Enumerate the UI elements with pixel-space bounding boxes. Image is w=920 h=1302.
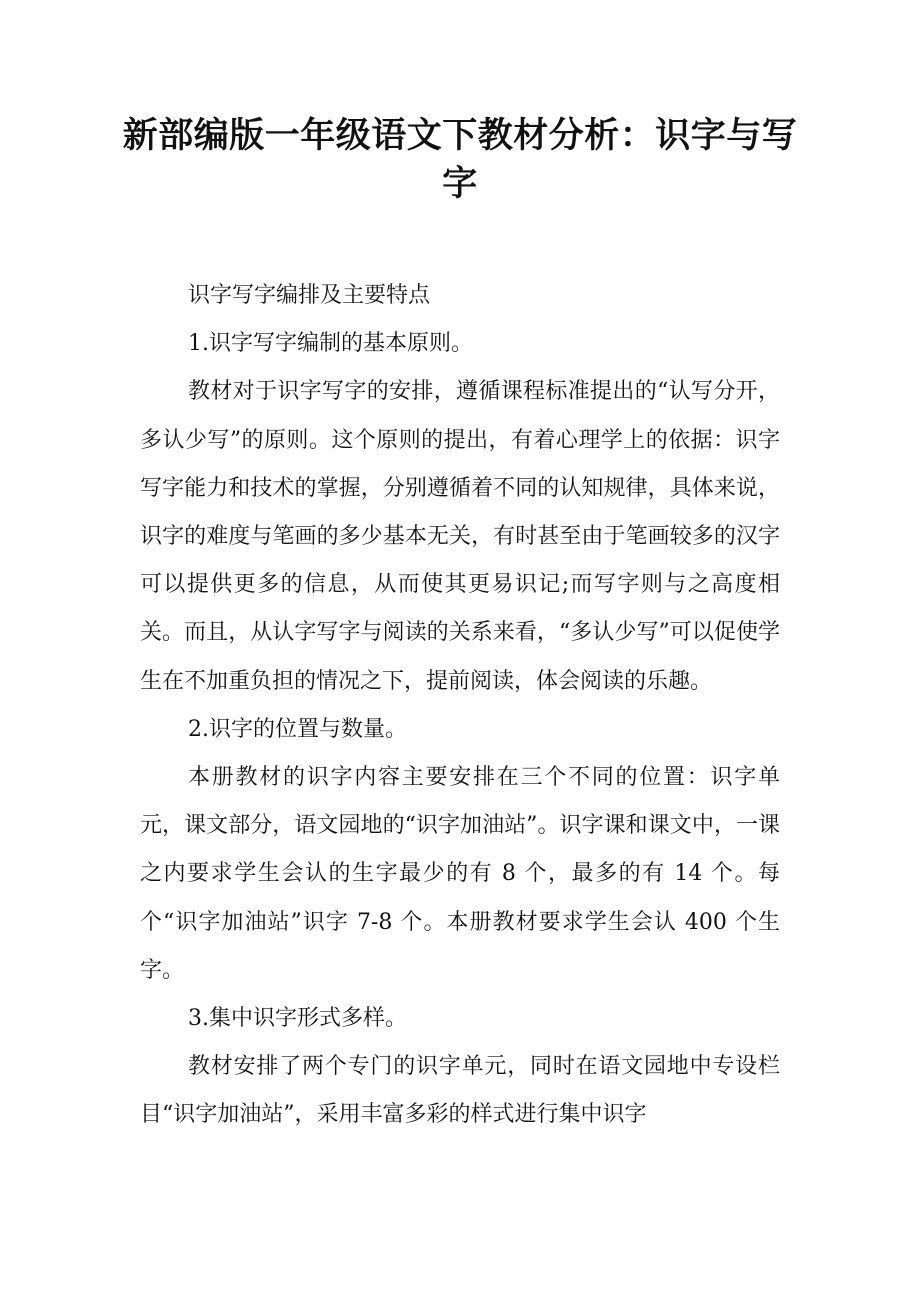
numbered-heading-2: 2.识字的位置与数量。: [188, 716, 407, 742]
numbered-heading-3: 3.集中识字形式多样。: [188, 1006, 407, 1032]
document-body: [140, 272, 780, 1140]
numbered-heading-1: 1.识字写字编制的基本原则。: [188, 331, 473, 357]
body-paragraph-3: 教材安排了两个专门的识字单元，同时在语文园地中专设栏目“识字加油站”，采用丰富多彩的样式进行集中识字: [140, 1054, 780, 1128]
body-paragraph-1: 教材对于识字写字的安排，遵循课程标准提出的“认写分开，多认少写”的原则。这个原则的提出，有着心理学上的依据：识字写字能力和技术的掌握，分别遵循着不同的认知规律，具体来说，识字的难度与笔画的多少基本无关，有时甚至由于笔画较多的汉字可以提供更多的信息，从而使其更易识记;而写字则与之高度相关。而且，从认字写字与阅读的关系来看，“多认少写”可以促使学生在不加重负担的情况之下，提前阅读，体会阅读的乐趣。: [140, 379, 780, 694]
document-title: 新部编版一年级语文下教材分析：识字与写字: [122, 116, 798, 204]
body-paragraph-2: 本册教材的识字内容主要安排在三个不同的位置：识字单元，课文部分，语文园地的“识字加油站”。识字课和课文中，一课之内要求学生会认的生字最少的有 8 个，最多的有 14 个。每个“识字加油站”识字 7-8 个。本册教材要求学生会认 400 个生字。: [140, 765, 780, 983]
section-heading: 识字写字编排及主要特点: [188, 283, 431, 308]
